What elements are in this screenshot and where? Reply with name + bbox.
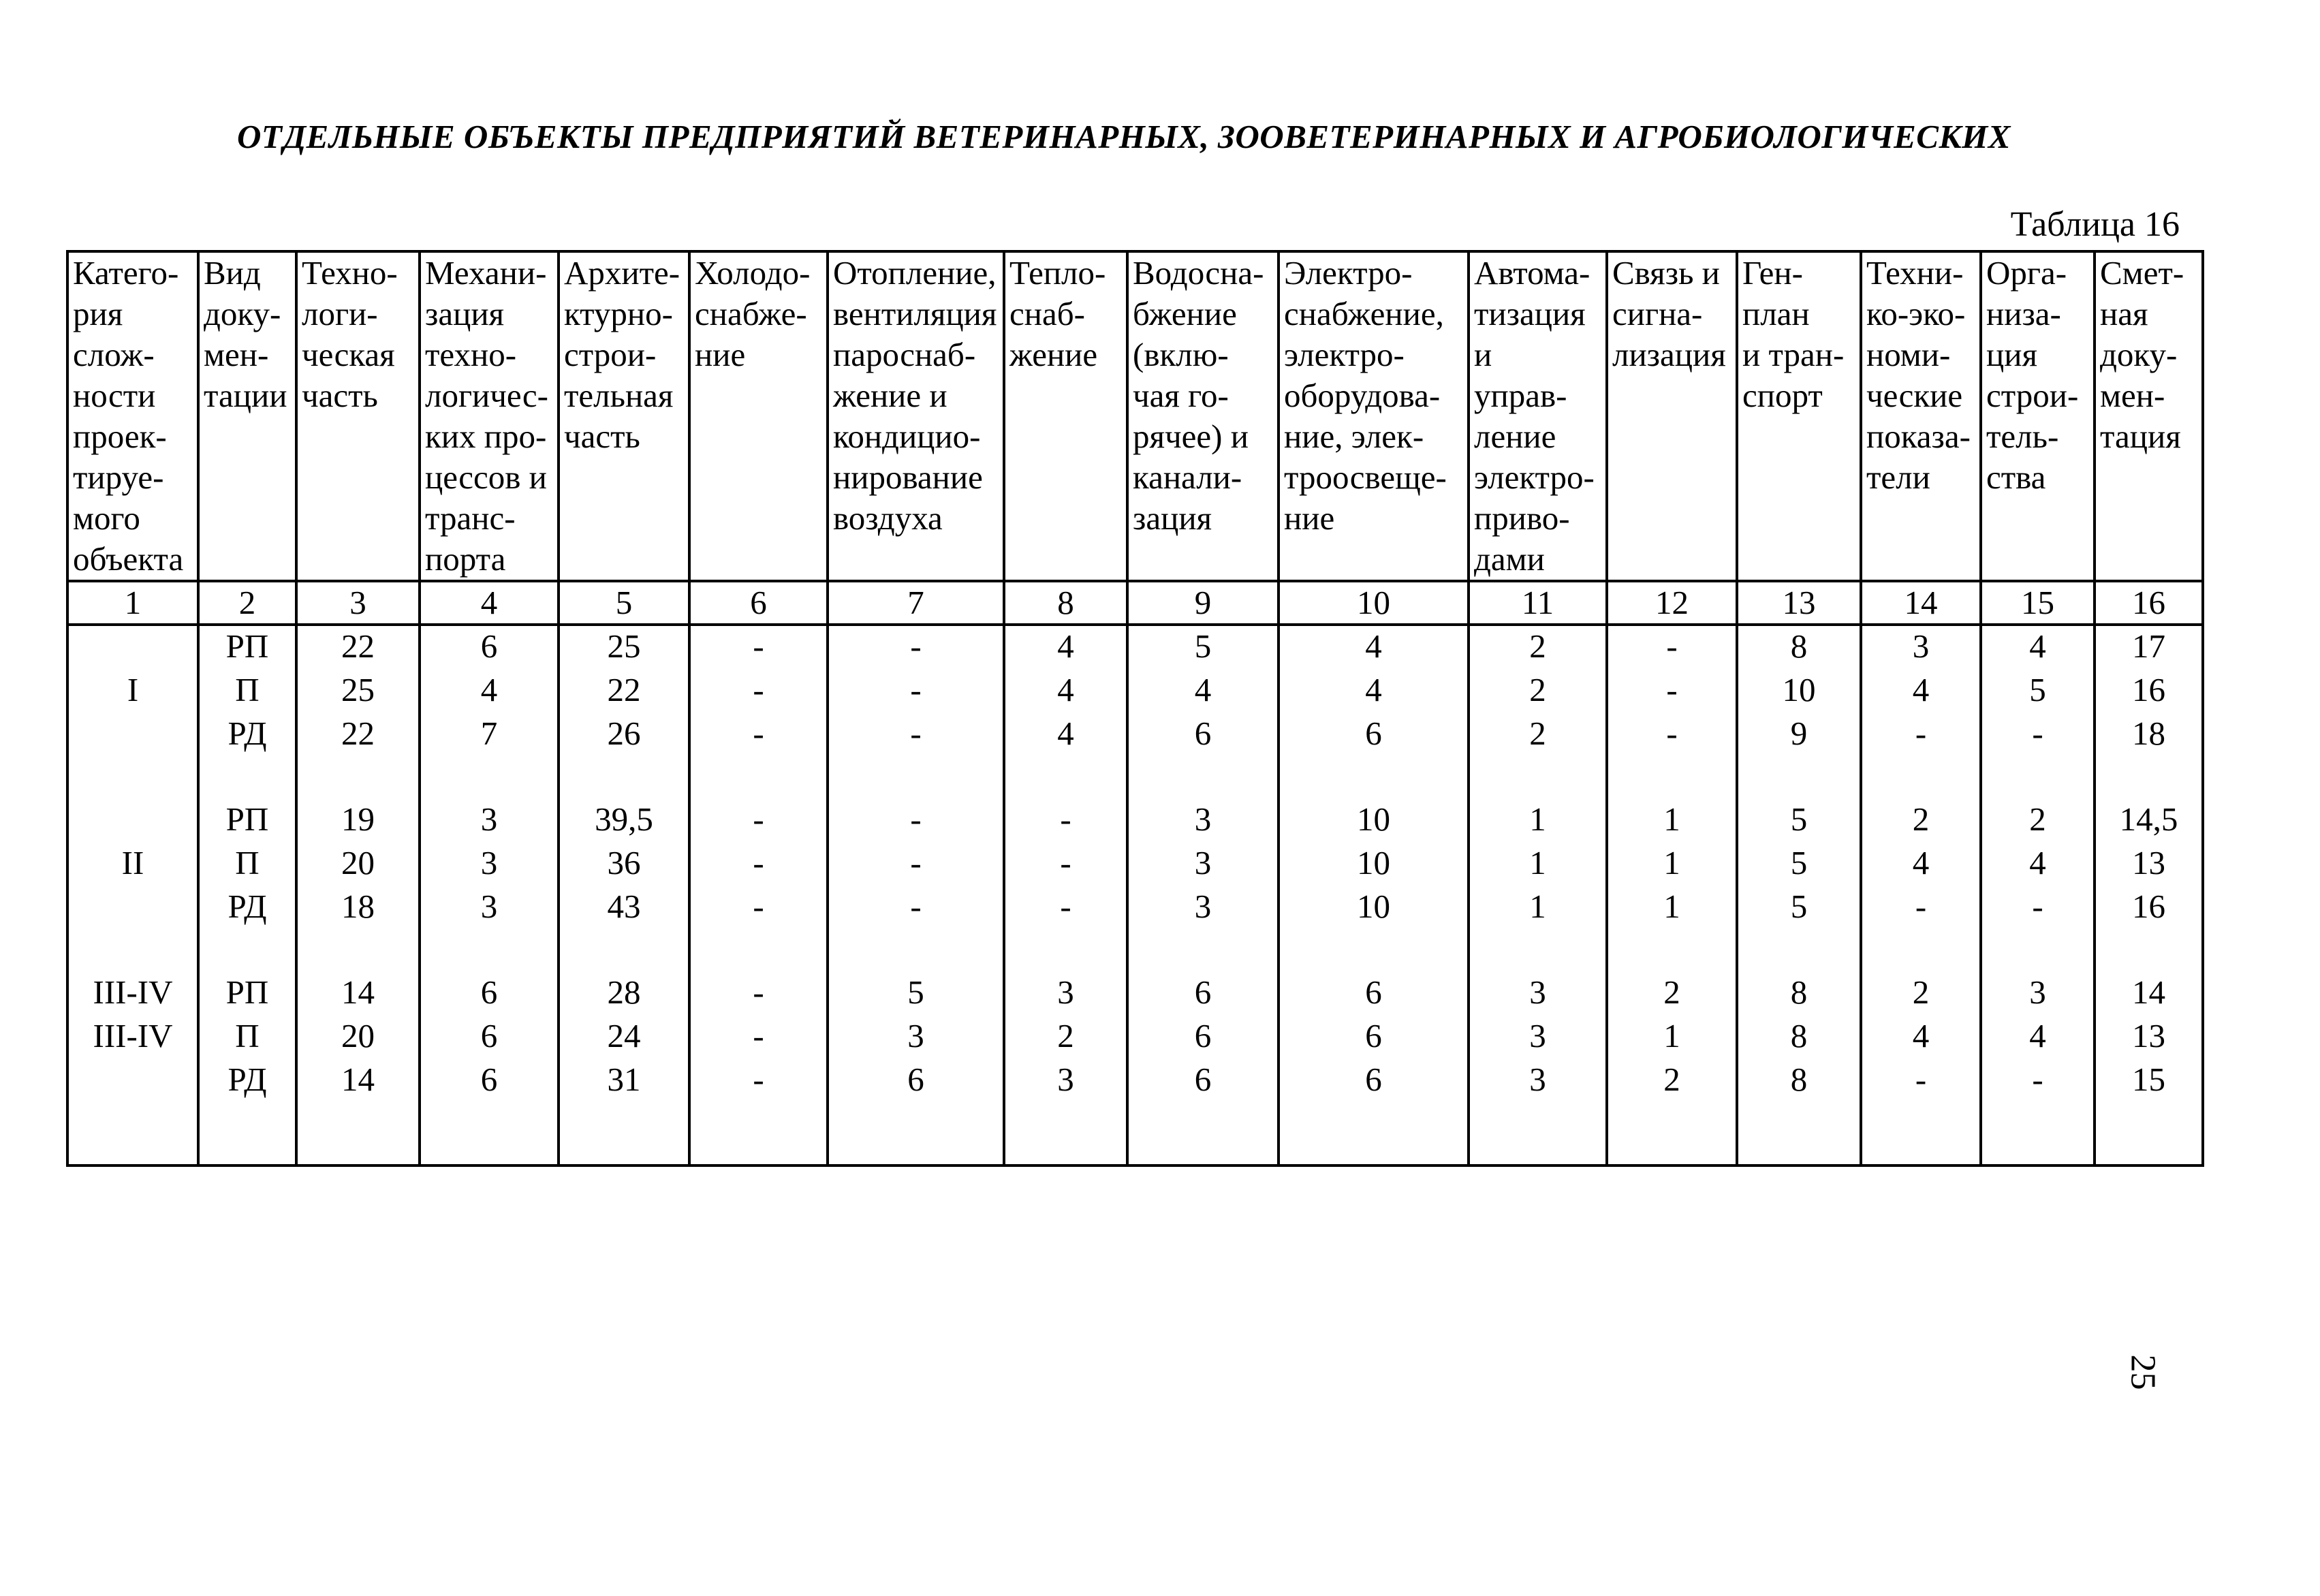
table-cell: - (753, 800, 764, 838)
column-number: 15 (1981, 581, 2095, 625)
table-cell: 3 (1529, 973, 1546, 1011)
value-column (1861, 625, 1981, 1165)
table-cell: 36 (607, 844, 641, 881)
column-header: Электро- снабжение, электро- оборудова- ние, элек- троосвеще- ние (1279, 251, 1469, 581)
table-header-row (67, 251, 2203, 581)
table-cell: 2 (1663, 973, 1680, 1011)
table-cell: 3 (480, 800, 498, 838)
table-cell: 9 (1790, 715, 1808, 752)
table-cell: 2 (1529, 671, 1546, 708)
table-cell: 28 (607, 973, 641, 1011)
table-cell: - (1060, 888, 1071, 925)
table-cell: 1 (1663, 800, 1680, 838)
table-cell: 3 (1529, 1017, 1546, 1054)
table-cell: - (753, 671, 764, 708)
category-label: I (127, 671, 139, 708)
table-cell: 4 (1194, 671, 1212, 708)
table-cell: 6 (480, 1061, 498, 1098)
table-cell: - (910, 627, 922, 665)
table-cell: 22 (607, 671, 641, 708)
table-cell: - (910, 888, 922, 925)
table-cell: 14 (2132, 973, 2165, 1011)
table-cell: 3 (1057, 1061, 1074, 1098)
column-number: 11 (1469, 581, 1607, 625)
table-cell: 4 (1365, 627, 1382, 665)
category-label (73, 799, 193, 843)
table-cell: 8 (1790, 1061, 1808, 1098)
table-cell: 3 (2029, 973, 2046, 1011)
table-cell: 8 (1790, 1017, 1808, 1054)
table-cell: - (1666, 627, 1678, 665)
table-cell: 3 (1912, 627, 1930, 665)
table-cell: РД (228, 1061, 267, 1098)
column-number: 9 (1127, 581, 1279, 625)
table-cell: 6 (1194, 1017, 1212, 1054)
table-cell: 5 (907, 973, 924, 1011)
table-cell: 6 (480, 973, 498, 1011)
table-cell: 6 (1365, 1017, 1382, 1054)
table-cell: - (2032, 888, 2043, 925)
document-title: ОТДЕЛЬНЫЕ ОБЪЕКТЫ ПРЕДПРИЯТИЙ ВЕТЕРИНАРНЫХ, ЗООВЕТЕРИНАРНЫХ И АГРОБИОЛОГИЧЕСКИХ (237, 118, 2011, 155)
table-cell: 4 (1912, 1017, 1930, 1054)
table-cell: 4 (1057, 715, 1074, 752)
table-cell: 8 (1790, 627, 1808, 665)
table-cell: П (235, 844, 260, 881)
table-cell: - (1915, 888, 1927, 925)
value-column (559, 625, 689, 1165)
column-number: 7 (828, 581, 1004, 625)
table-cell: 18 (341, 888, 375, 925)
table-cell: 3 (1194, 888, 1212, 925)
column-header: Техно- логи- ческая часть (296, 251, 420, 581)
table-cell: 2 (2029, 800, 2046, 838)
table-cell: 4 (2029, 844, 2046, 881)
table-cell: 39,5 (595, 800, 653, 838)
table-cell: 6 (1365, 973, 1382, 1011)
value-column (1469, 625, 1607, 1165)
table-cell: 2 (1912, 800, 1930, 838)
table-cell: 1 (1529, 800, 1546, 838)
table-cell: - (753, 844, 764, 881)
table-cell: 8 (1790, 973, 1808, 1011)
table-cell: - (1666, 715, 1678, 752)
table-cell: 6 (1194, 973, 1212, 1011)
table-cell: 4 (1057, 671, 1074, 708)
table-cell: 1 (1663, 1017, 1680, 1054)
table-cell: 2 (1529, 715, 1546, 752)
value-column (1127, 625, 1279, 1165)
value-column (296, 625, 420, 1165)
table-cell: - (1060, 844, 1071, 881)
table-cell: - (753, 627, 764, 665)
category-label (73, 886, 193, 930)
column-header: Автома- тизация и управ- ление электро- приво- дами (1469, 251, 1607, 581)
column-number: 16 (2095, 581, 2203, 625)
column-header: Механи- зация техно- логичес- ких про- цессов и транс- порта (420, 251, 559, 581)
value-column (1004, 625, 1127, 1165)
column-header: Смет- ная доку- мен- тация (2095, 251, 2203, 581)
table-cell: 5 (1790, 888, 1808, 925)
column-number: 8 (1004, 581, 1127, 625)
table-cell: - (910, 671, 922, 708)
category-label (73, 1059, 193, 1103)
table-cell: 25 (341, 671, 375, 708)
table-cell: 1 (1529, 844, 1546, 881)
table-cell: - (1666, 671, 1678, 708)
column-header: Отопление, вентиляция пароснаб- жение и кондицио- нирование воздуха (828, 251, 1004, 581)
column-number: 1 (67, 581, 198, 625)
table-cell: 3 (1194, 844, 1212, 881)
column-number-row (67, 581, 2203, 625)
value-column (198, 625, 296, 1165)
column-number: 6 (689, 581, 828, 625)
table-cell: - (753, 973, 764, 1011)
table-cell: - (2032, 1061, 2043, 1098)
value-column (2095, 625, 2203, 1165)
column-header: Катего- рия слож- ности проек- тируе- мого объекта (67, 251, 198, 581)
category-label (73, 713, 193, 757)
table-cell: 10 (1357, 844, 1390, 881)
table-cell: 4 (480, 671, 498, 708)
table-cell: - (753, 1061, 764, 1098)
table-cell: 26 (607, 715, 641, 752)
table-cell: 6 (1194, 1061, 1212, 1098)
column-header: Связь и сигна- лизация (1607, 251, 1737, 581)
table-cell: 22 (341, 715, 375, 752)
column-header: Орга- низа- ция строи- тель- ства (1981, 251, 2095, 581)
table-cell: 5 (1790, 800, 1808, 838)
table-cell: 3 (480, 844, 498, 881)
table-cell: РП (225, 973, 269, 1011)
table-cell: 2 (1057, 1017, 1074, 1054)
column-number: 5 (559, 581, 689, 625)
table-cell: 4 (1365, 671, 1382, 708)
table-cell: П (235, 671, 260, 708)
value-column (689, 625, 828, 1165)
table-cell: 22 (341, 627, 375, 665)
column-number: 10 (1279, 581, 1469, 625)
table-cell: - (753, 888, 764, 925)
table-cell: 3 (480, 888, 498, 925)
table-cell: 20 (341, 1017, 375, 1054)
table-cell: П (235, 1017, 260, 1054)
table-cell: 2 (1912, 973, 1930, 1011)
table-cell: - (910, 844, 922, 881)
column-header: Тепло- снаб- жение (1004, 251, 1127, 581)
value-column (1981, 625, 2095, 1165)
category-column (67, 625, 198, 1165)
table-cell: 2 (1663, 1061, 1680, 1098)
page-number: 25 (2123, 1354, 2163, 1390)
value-column (420, 625, 559, 1165)
table-cell: 4 (1057, 627, 1074, 665)
table-cell: 13 (2132, 844, 2165, 881)
value-column (828, 625, 1004, 1165)
table-cell: - (1915, 1061, 1927, 1098)
table-cell: РП (225, 627, 269, 665)
table-cell: РП (225, 800, 269, 838)
column-header: Водосна- бжение (вклю- чая го- рячее) и канали- зация (1127, 251, 1279, 581)
table-cell: 43 (607, 888, 641, 925)
table-cell: - (910, 800, 922, 838)
value-column (1607, 625, 1737, 1165)
table-cell: 20 (341, 844, 375, 881)
table-cell: 1 (1663, 844, 1680, 881)
table-cell: 6 (480, 627, 498, 665)
table-cell: 10 (1782, 671, 1816, 708)
column-number: 3 (296, 581, 420, 625)
column-header: Архите- ктурно- строи- тельная часть (559, 251, 689, 581)
column-number: 12 (1607, 581, 1737, 625)
table-cell: 2 (1529, 627, 1546, 665)
table-cell: 6 (907, 1061, 924, 1098)
table-cell: 10 (1357, 888, 1390, 925)
table-cell: 19 (341, 800, 375, 838)
column-number: 2 (198, 581, 296, 625)
table-cell: РД (228, 715, 267, 752)
table-cell: - (1915, 715, 1927, 752)
table-cell: 6 (1194, 715, 1212, 752)
table-cell: 13 (2132, 1017, 2165, 1054)
table-cell: 14 (341, 973, 375, 1011)
table-cell: 4 (1912, 671, 1930, 708)
table-cell: РД (228, 888, 267, 925)
table-cell: - (1060, 800, 1071, 838)
table-cell: 24 (607, 1017, 641, 1054)
table-cell: 3 (1057, 973, 1074, 1011)
table-cell: 4 (2029, 1017, 2046, 1054)
table-cell: - (753, 715, 764, 752)
value-column (1279, 625, 1469, 1165)
table-cell: - (2032, 715, 2043, 752)
table-cell: 5 (1194, 627, 1212, 665)
table-cell: 16 (2132, 671, 2165, 708)
table-cell: 4 (1912, 844, 1930, 881)
table-cell: 14 (341, 1061, 375, 1098)
column-number: 13 (1737, 581, 1861, 625)
column-number: 4 (420, 581, 559, 625)
table-cell: 17 (2132, 627, 2165, 665)
table-cell: - (910, 715, 922, 752)
column-header: Холодо- снабже- ние (689, 251, 828, 581)
column-header: Техни- ко-эко- номи- ческие показа- тели (1861, 251, 1981, 581)
table-cell: 10 (1357, 800, 1390, 838)
table-label: Таблица 16 (2010, 205, 2180, 244)
table-cell: 6 (1365, 715, 1382, 752)
table-cell: 3 (1194, 800, 1212, 838)
table-cell: 3 (907, 1017, 924, 1054)
value-column (1737, 625, 1861, 1165)
table-cell: 31 (607, 1061, 641, 1098)
table-cell: 18 (2132, 715, 2165, 752)
table-body-row (67, 625, 2203, 1165)
data-table (66, 250, 2204, 1167)
table-cell: 1 (1663, 888, 1680, 925)
category-label: III-IV (93, 1017, 173, 1054)
table-cell: - (753, 1017, 764, 1054)
table-cell: 1 (1529, 888, 1546, 925)
table-cell: 5 (2029, 671, 2046, 708)
category-label (73, 626, 193, 670)
table-cell: 4 (2029, 627, 2046, 665)
column-number: 14 (1861, 581, 1981, 625)
table-cell: 25 (607, 627, 641, 665)
column-header: Вид доку- мен- тации (198, 251, 296, 581)
table-cell: 14,5 (2119, 800, 2178, 838)
column-header: Ген- план и тран- спорт (1737, 251, 1861, 581)
table-cell: 3 (1529, 1061, 1546, 1098)
table-cell: 6 (1365, 1061, 1382, 1098)
table-cell: 7 (480, 715, 498, 752)
table-cell: 6 (480, 1017, 498, 1054)
table-cell: 15 (2132, 1061, 2165, 1098)
table-cell: 16 (2132, 888, 2165, 925)
category-label: III-IV (93, 973, 173, 1011)
table-cell: 5 (1790, 844, 1808, 881)
category-label: II (121, 844, 144, 881)
